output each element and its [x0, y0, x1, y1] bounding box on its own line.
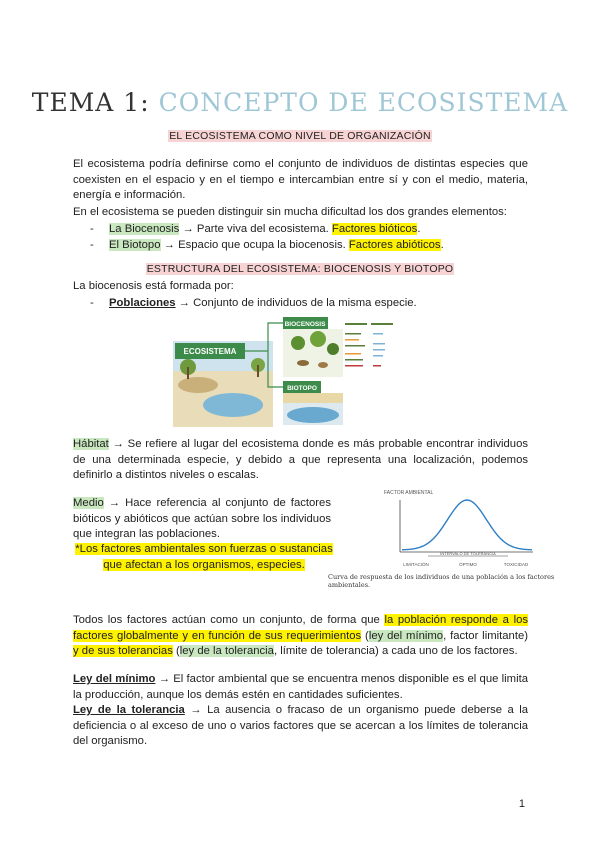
diagram-biocenosis-label: BIOCENOSIS	[284, 321, 326, 328]
biocenosis-intro: La biocenosis está formada por:	[73, 280, 234, 292]
title-part2: CONCEPTO DE ECOSISTEMA	[158, 88, 569, 117]
diagram-main-label: ECOSISTEMA	[183, 347, 237, 356]
page-number: 1	[518, 798, 525, 810]
list-item-poblaciones: - Poblaciones → Conjunto de individuos de la misma especie.	[90, 297, 417, 309]
chart-zone-label: TOXICIDAD	[503, 562, 529, 567]
diagram-biotopo-label: BIOTOPO	[287, 385, 317, 392]
page-title	[0, 88, 600, 117]
tolerance-chart-svg	[378, 486, 538, 572]
tolerance-chart	[378, 486, 538, 572]
chart-bell-curve	[402, 500, 532, 550]
ecosystem-diagram	[173, 315, 423, 427]
medio-paragraph: Medio → Hace referencia al conjunto de factores bióticos y abióticos que actúan sobre los individuos que integran las poblaciones.	[73, 497, 331, 541]
ley-minimo-paragraph: Ley del mínimo → El factor ambiental que se encuentra menos disponible es el que limita la producción, aunque los demás estén en cantidades suficientes.	[73, 673, 528, 701]
chart-caption: Curva de respuesta de los individuos de una población a los factores ambientales.	[328, 573, 555, 589]
chart-zone-label: LIMITACIÓN	[403, 562, 429, 567]
ley-tolerancia-paragraph: Ley de la tolerancia → La ausencia o fracaso de un organismo puede deberse a la deficiencia o al exceso de uno o varios factores que se acercan a los límites de tolerancia del organismo.	[73, 704, 529, 748]
ecosystem-diagram-graphic	[173, 315, 423, 427]
habitat-paragraph: Hábitat → Se refiere al lugar del ecosistema donde es más probable encontrar individuos de una determinada especie, y debido a que representa una localización, podemos definirlo a distintos niveles o escalas.	[73, 438, 528, 482]
list-item-biocenosis: - La Biocenosis → Parte viva del ecosistema. Factores bióticos.	[90, 223, 421, 235]
list-item-biotopo: - El Biotopo → Espacio que ocupa la biocenosis. Factores abióticos.	[90, 239, 444, 251]
elements-intro: En el ecosistema se pueden distinguir sin mucha dificultad los dos grandes elementos:	[73, 206, 507, 218]
chart-xlabel: INTERVALO DE TOLERANCIA	[440, 551, 496, 556]
factors-paragraph: Todos los factores actúan como un conjunto, de forma que la población responde a los factores globalmente y en función de sus requerimientos (ley del mínimo, factor limitante) y de sus tolerancias (ley de la tolerancia, límite de tolerancia) a cada uno de los factores.	[73, 614, 529, 658]
medio-note: *Los factores ambientales son fuerzas o sustancias que afectan a los organismos, especies.	[75, 543, 333, 571]
title-part1: TEMA 1:	[31, 88, 159, 117]
intro-paragraph: El ecosistema podría definirse como el conjunto de individuos de distintas especies que coexisten en el espacio y en el tiempo e intercambian entre sí y con el medio, materia, energía e información.	[73, 158, 528, 202]
section-heading-2: ESTRUCTURA DEL ECOSISTEMA: BIOCENOSIS Y BIOTOPO	[146, 263, 454, 275]
chart-zone-label: ÓPTIMO	[459, 562, 477, 567]
chart-ylabel: FACTOR AMBIENTAL	[384, 490, 434, 496]
section-heading-1: EL ECOSISTEMA COMO NIVEL DE ORGANIZACIÓN	[169, 130, 431, 142]
